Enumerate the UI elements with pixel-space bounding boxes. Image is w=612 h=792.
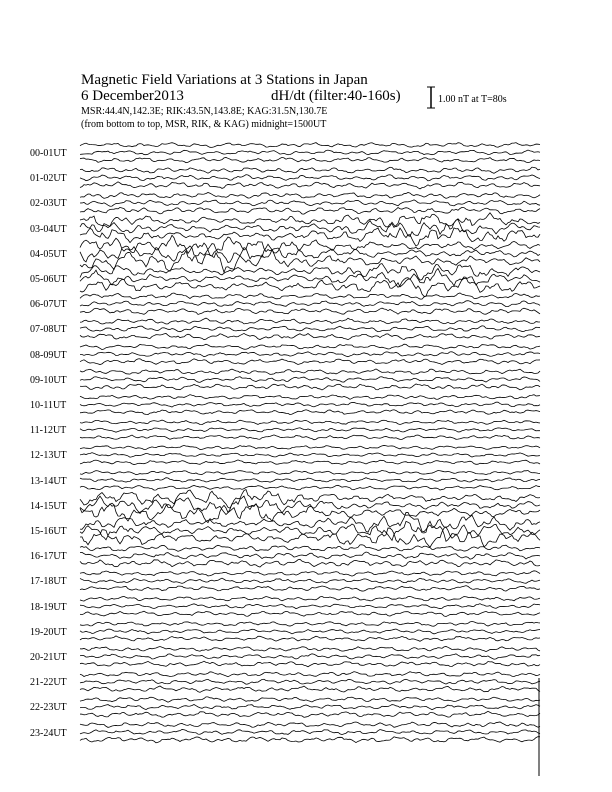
hour-label: 17-18UT (30, 576, 67, 588)
station-order-note: (from bottom to top, MSR, RIK, & KAG) midnight=1500UT (81, 119, 327, 130)
trace-kag-11-12UT (80, 435, 540, 440)
hour-label: 13-14UT (30, 475, 67, 487)
trace-kag-09-10UT (80, 384, 540, 390)
trace-kag-19-20UT (80, 636, 540, 641)
trace-msr-22-23UT (80, 697, 540, 702)
hour-label: 20-21UT (30, 652, 67, 663)
trace-msr-18-19UT (80, 596, 540, 601)
trace-kag-00-01UT (80, 157, 540, 162)
trace-kag-10-11UT (80, 410, 540, 415)
trace-kag-16-17UT (80, 559, 540, 567)
trace-msr-11-12UT (80, 420, 540, 425)
station-coordinates: MSR:44.4N,142.3E; RIK:43.5N,143.8E; KAG:31.5N,130.7E (81, 106, 328, 117)
chart-date: 6 December2013 (81, 88, 184, 104)
trace-kag-05-06UT (80, 277, 540, 296)
trace-msr-09-10UT (80, 369, 540, 374)
trace-msr-19-20UT (80, 622, 540, 627)
trace-kag-15-16UT (80, 527, 540, 547)
trace-rik-21-22UT (80, 679, 540, 684)
trace-msr-00-01UT (80, 143, 540, 148)
trace-rik-00-01UT (80, 150, 540, 155)
trace-rik-20-21UT (80, 654, 540, 659)
hour-label: 01-02UT (30, 173, 67, 185)
trace-rik-18-19UT (80, 604, 540, 609)
trace-msr-20-21UT (80, 646, 540, 651)
trace-msr-03-04UT (80, 213, 540, 229)
trace-kag-06-07UT (80, 308, 540, 314)
scale-bar (427, 87, 435, 108)
trace-msr-21-22UT (80, 672, 540, 677)
hour-label: 23-24UT (30, 727, 67, 739)
trace-msr-06-07UT (80, 293, 540, 299)
hour-label: 16-17UT (30, 551, 67, 563)
hour-label: 21-22UT (30, 677, 67, 689)
hour-label: 18-19UT (30, 601, 67, 613)
trace-kag-17-18UT (80, 586, 540, 591)
trace-msr-04-05UT (80, 235, 540, 256)
hour-label: 14-15UT (30, 500, 67, 512)
trace-kag-22-23UT (80, 711, 540, 717)
trace-rik-23-24UT (80, 729, 540, 734)
chart-filter: dH/dt (filter:40-160s) (271, 88, 401, 104)
hour-label: 05-06UT (30, 274, 67, 285)
trace-msr-02-03UT (80, 192, 540, 198)
hour-label: 03-04UT (30, 223, 67, 235)
trace-msr-12-13UT (80, 445, 540, 449)
trace-rik-02-03UT (80, 200, 540, 206)
trace-msr-13-14UT (80, 470, 540, 474)
trace-rik-01-02UT (80, 175, 540, 181)
trace-rik-09-10UT (80, 377, 540, 383)
trace-msr-10-11UT (80, 395, 540, 400)
scale-label: 1.00 nT at T=80s (438, 94, 507, 105)
trace-rik-06-07UT (80, 301, 540, 307)
trace-rik-22-23UT (80, 704, 540, 709)
trace-rik-11-12UT (80, 428, 540, 432)
trace-msr-14-15UT (80, 490, 540, 509)
hour-label: 15-16UT (30, 526, 67, 537)
trace-kag-12-13UT (80, 460, 540, 465)
trace-rik-17-18UT (80, 578, 540, 583)
hour-label: 00-01UT (30, 148, 67, 159)
trace-msr-07-08UT (80, 318, 540, 324)
trace-msr-08-09UT (80, 344, 540, 349)
hour-label: 04-05UT (30, 248, 67, 260)
hour-label: 09-10UT (30, 374, 67, 386)
trace-kag-07-08UT (80, 333, 540, 339)
hour-label: 19-20UT (30, 626, 67, 638)
trace-rik-15-16UT (80, 521, 540, 541)
trace-rik-16-17UT (80, 552, 540, 559)
trace-kag-03-04UT (80, 228, 540, 246)
trace-kag-21-22UT (80, 686, 540, 692)
hour-label: 07-08UT (30, 324, 67, 336)
hour-label: 11-12UT (30, 425, 67, 437)
hour-label: 10-11UT (30, 400, 67, 411)
trace-msr-01-02UT (80, 167, 540, 173)
trace-rik-05-06UT (80, 269, 540, 288)
trace-kag-23-24UT (80, 737, 540, 743)
hour-label: 12-13UT (30, 450, 67, 462)
trace-kag-20-21UT (80, 661, 540, 667)
trace-kag-18-19UT (80, 611, 540, 616)
trace-kag-02-03UT (80, 207, 540, 214)
trace-kag-01-02UT (80, 182, 540, 189)
trace-msr-17-18UT (80, 571, 540, 576)
trace-rik-12-13UT (80, 453, 540, 458)
trace-kag-13-14UT (80, 485, 540, 490)
trace-rik-13-14UT (80, 478, 540, 483)
trace-msr-23-24UT (80, 722, 540, 727)
trace-msr-16-17UT (80, 545, 540, 552)
trace-kag-14-15UT (80, 503, 540, 522)
trace-rik-19-20UT (80, 629, 540, 634)
hour-label: 08-09UT (30, 349, 67, 361)
hour-label: 22-23UT (30, 702, 67, 714)
trace-rik-10-11UT (80, 402, 540, 407)
chart-title: Magnetic Field Variations at 3 Stations in Japan (81, 72, 368, 88)
trace-rik-07-08UT (80, 326, 540, 332)
trace-kag-08-09UT (80, 359, 540, 365)
hour-label: 02-03UT (30, 198, 67, 210)
hour-label: 06-07UT (30, 299, 67, 311)
trace-rik-08-09UT (80, 352, 540, 357)
